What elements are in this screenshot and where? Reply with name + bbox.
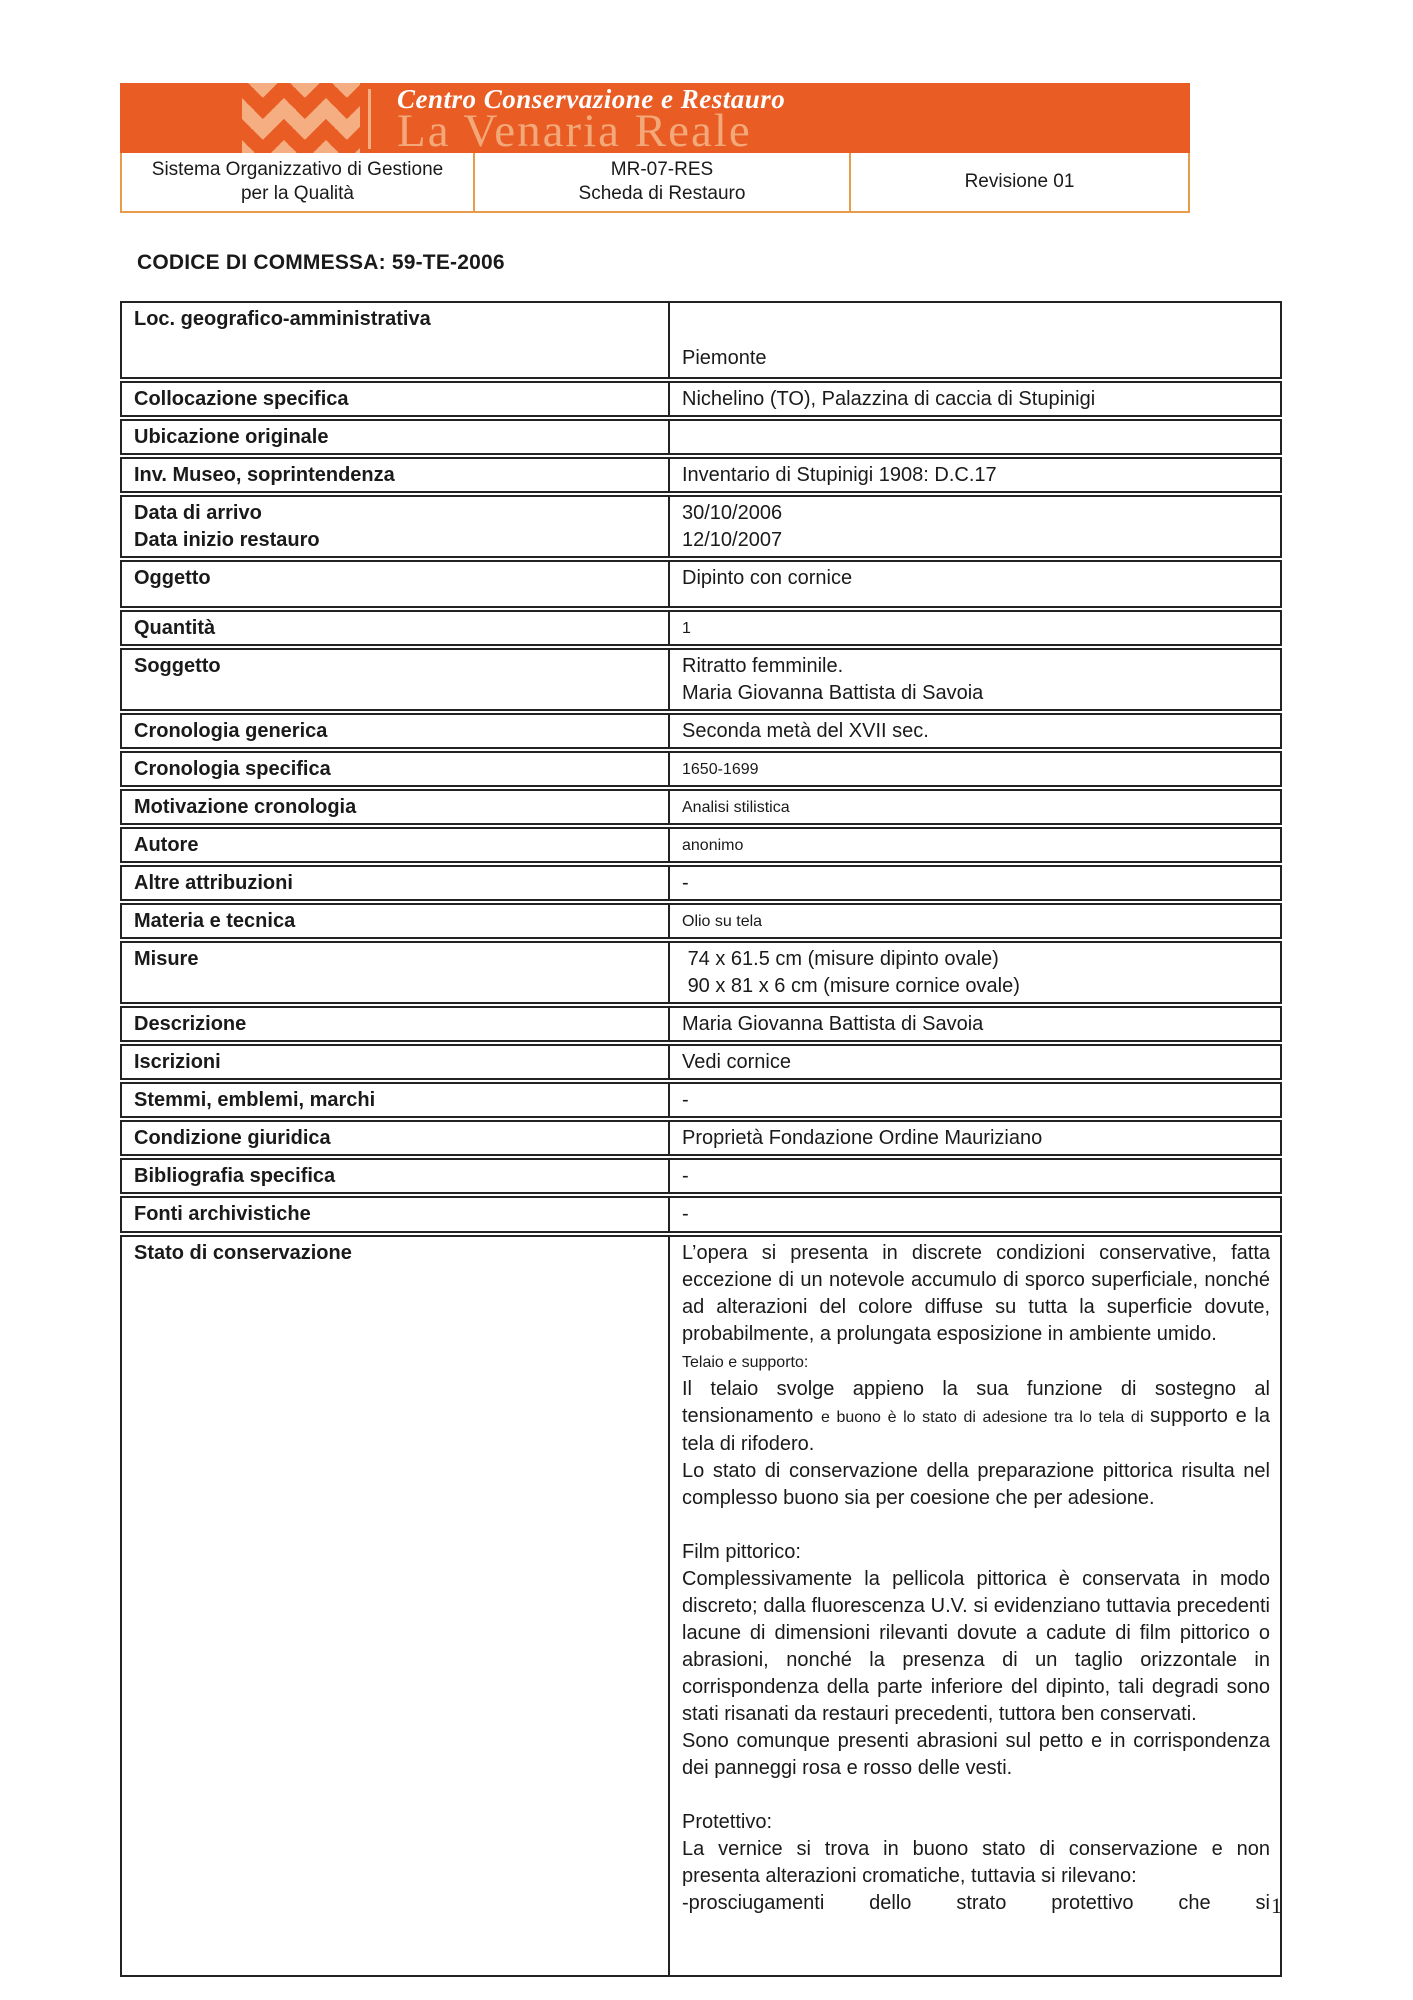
table-row	[120, 941, 1282, 1004]
revision-cell	[849, 153, 1188, 211]
field-value: Ritratto femminile. Maria Giovanna Battista di Savoia	[682, 655, 984, 704]
record-table	[120, 301, 1282, 1977]
table-row	[120, 827, 1282, 863]
diamond-pattern-logo-icon	[242, 83, 360, 153]
document-meta-row	[120, 153, 1190, 213]
conservation-paragraph: L’opera si presenta in discrete condizioni conservative, fatta eccezione di un notevole accumulo di sporco superficiale, nonché ad alterazioni del colore diffuse su tutta la superficie dovute, probabilmente, a prolungata esposizione in ambiente umido.	[682, 1242, 1270, 1345]
table-row	[120, 301, 1282, 379]
quality-system-line2: per la Qualità	[240, 183, 354, 204]
table-row	[120, 789, 1282, 825]
field-value: Seconda metà del XVII sec.	[682, 720, 929, 742]
table-row	[120, 419, 1282, 455]
field-label: Oggetto	[122, 562, 670, 606]
table-row	[120, 1235, 1282, 1977]
field-value: 1	[682, 620, 691, 637]
org-banner	[120, 83, 1190, 153]
document-code-cell	[473, 153, 849, 211]
banner-divider	[368, 89, 371, 149]
revision-label: Revisione 01	[964, 171, 1075, 192]
table-row	[120, 1120, 1282, 1156]
table-row	[120, 1082, 1282, 1118]
table-row	[120, 648, 1282, 711]
field-label: Stemmi, emblemi, marchi	[122, 1084, 670, 1116]
field-label: Inv. Museo, soprintendenza	[122, 459, 670, 491]
field-value: Maria Giovanna Battista di Savoia	[682, 1013, 984, 1035]
field-label: Descrizione	[122, 1008, 670, 1040]
conservation-paragraph: La vernice si trova in buono stato di conservazione e non presenta alterazioni cromatiche, tuttavia si rilevano:	[682, 1838, 1270, 1887]
field-value: Analisi stilistica	[682, 799, 790, 816]
field-label: Altre attribuzioni	[122, 867, 670, 899]
org-name-line2: La Venaria Reale	[397, 105, 752, 153]
conservation-paragraph: Lo stato di conservazione della preparazione pittorica risulta nel complesso buono sia per coesione che per adesione.	[682, 1460, 1270, 1509]
table-row	[120, 1006, 1282, 1042]
field-label: Fonti archivistiche	[122, 1198, 670, 1231]
document-name: Scheda di Restauro	[578, 183, 746, 204]
field-label: Data di arrivo Data inizio restauro	[122, 497, 670, 556]
field-label: Loc. geografico-amministrativa	[122, 303, 670, 377]
table-row	[120, 610, 1282, 646]
document-header	[120, 83, 1190, 213]
conservation-paragraph	[682, 1782, 1270, 1809]
conservation-paragraph: -prosciugamenti dello strato protettivo che si	[682, 1892, 1270, 1914]
field-label: Condizione giuridica	[122, 1122, 670, 1154]
conservation-paragraph: Film pittorico:	[682, 1541, 801, 1563]
page-title: CODICE DI COMMESSA: 59-TE-2006	[137, 251, 505, 274]
table-row	[120, 495, 1282, 558]
conservation-paragraph	[682, 1512, 1270, 1539]
table-row	[120, 713, 1282, 749]
quality-system-line1: Sistema Organizzativo di Gestione	[151, 159, 444, 180]
field-value: Olio su tela	[682, 913, 763, 930]
field-label: Collocazione specifica	[122, 383, 670, 415]
table-row	[120, 381, 1282, 417]
table-row	[120, 903, 1282, 939]
org-name	[397, 85, 1187, 151]
field-value: Piemonte	[682, 347, 767, 369]
table-row	[120, 1196, 1282, 1233]
field-label: Bibliografia specifica	[122, 1160, 670, 1192]
field-label: Autore	[122, 829, 670, 861]
field-label: Cronologia generica	[122, 715, 670, 747]
field-value: Nichelino (TO), Palazzina di caccia di Stupinigi	[682, 388, 1096, 410]
org-name-line1: Centro Conservazione e Restauro	[397, 84, 786, 114]
field-label: Stato di conservazione	[122, 1237, 670, 1975]
field-value: -	[682, 1089, 689, 1111]
table-row	[120, 1044, 1282, 1080]
field-value: Dipinto con cornice	[682, 567, 853, 589]
conservation-paragraph: Sono comunque presenti abrasioni sul petto e in corrispondenza dei panneggi rosa e rosso delle vesti.	[682, 1730, 1270, 1779]
page-number: 1	[1271, 1893, 1282, 1918]
field-value: Inventario di Stupinigi 1908: D.C.17	[682, 464, 997, 486]
quality-system-cell	[122, 153, 473, 211]
table-row	[120, 560, 1282, 608]
field-value	[670, 421, 1280, 453]
field-value: 30/10/2006 12/10/2007	[682, 502, 783, 551]
table-row	[120, 751, 1282, 787]
field-label: Motivazione cronologia	[122, 791, 670, 823]
field-value	[670, 1237, 1280, 1975]
field-value: -	[682, 1203, 689, 1225]
field-value: anonimo	[682, 837, 744, 854]
table-row	[120, 865, 1282, 901]
field-label: Quantità	[122, 612, 670, 644]
field-label: Ubicazione originale	[122, 421, 670, 453]
field-value: 1650-1699	[682, 761, 759, 778]
conservation-paragraph: Protettivo:	[682, 1811, 773, 1833]
field-label: Materia e tecnica	[122, 905, 670, 937]
field-value: Proprietà Fondazione Ordine Mauriziano	[682, 1127, 1043, 1149]
field-value: Vedi cornice	[682, 1051, 791, 1073]
conservation-paragraph: Complessivamente la pellicola pittorica è conservata in modo discreto; dalla fluorescenza U.V. si evidenziano tuttavia precedenti lacune di dimensioni rilevanti dovute a cadute di film pittorico o abrasioni, nonché la presenza di un taglio orizzontale in corrispondenza della parte inferiore del dipinto, tali degradi sono stati risanati da restauri precedenti, tuttora ben conservati.	[682, 1568, 1270, 1725]
conservation-paragraph: Il telaio svolge appieno la sua funzione di sostegno al tensionamento e buono è lo stato di adesione tra lo tela di supporto e la tela di rifodero.	[682, 1378, 1270, 1455]
field-label: Iscrizioni	[122, 1046, 670, 1078]
conservation-paragraph: Telaio e supporto:	[682, 1354, 809, 1371]
field-label: Misure	[122, 943, 670, 1002]
table-row	[120, 1158, 1282, 1194]
document-code: MR-07-RES	[610, 159, 714, 180]
field-value: 74 x 61.5 cm (misure dipinto ovale) 90 x 81 x 6 cm (misure cornice ovale)	[682, 948, 1020, 997]
field-value: -	[682, 1165, 689, 1187]
field-label: Soggetto	[122, 650, 670, 709]
table-row	[120, 457, 1282, 493]
field-label: Cronologia specifica	[122, 753, 670, 785]
field-value: -	[682, 872, 689, 894]
